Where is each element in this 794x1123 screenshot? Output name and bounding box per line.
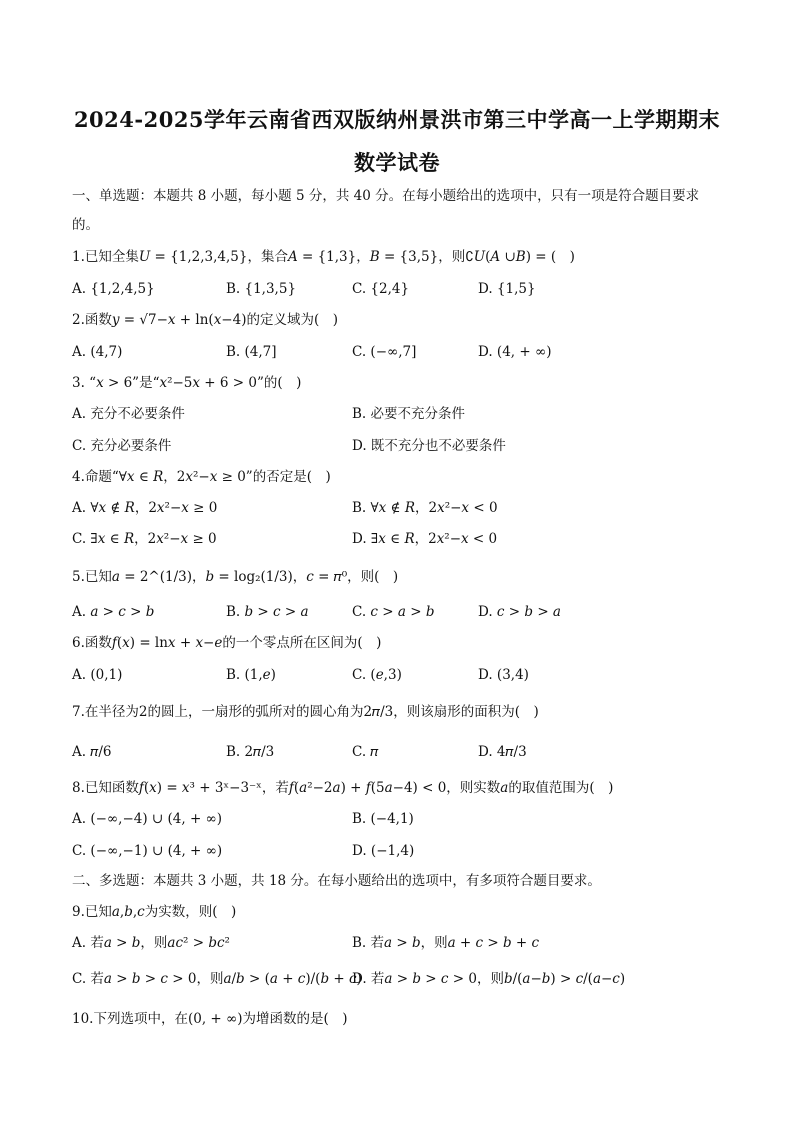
question-4-stem: 4.命题“∀𝑥 ∈ 𝑅，2𝑥²−𝑥 ≥ 0”的否定是( ) [72,469,331,485]
question-6-option-d: D. (3,4) [478,667,529,683]
question-2-option-d: D. (4, + ∞) [478,344,552,360]
question-4-option-a: A. ∀𝑥 ∉ 𝑅，2𝑥²−𝑥 ≥ 0 [72,500,218,516]
question-6-option-a: A. (0,1) [72,667,123,683]
question-8-option-d: D. (−1,4) [352,843,415,859]
question-9-option-b: B. 若𝑎 > 𝑏，则𝑎 + 𝑐 > 𝑏 + 𝑐 [352,935,540,951]
question-2-stem: 2.函数𝑦 = √7−𝑥 + ln(𝑥−4)的定义域为( ) [72,312,339,328]
question-4-option-d: D. ∃𝑥 ∈ 𝑅，2𝑥²−𝑥 < 0 [352,531,498,547]
question-3-option-c: C. 充分必要条件 [72,438,172,454]
question-7-option-b: B. 2𝜋/3 [226,744,275,760]
question-3-option-d: D. 既不充分也不必要条件 [352,438,506,454]
question-3-option-a: A. 充分不必要条件 [72,406,185,422]
question-3-option-b: B. 必要不充分条件 [352,406,466,422]
question-8-option-c: C. (−∞,−1) ∪ (4, + ∞) [72,843,223,859]
question-7-stem: 7.在半径为2的圆上，一扇形的弧所对的圆心角为2𝜋/3，则该扇形的面积为( ) [72,704,539,720]
question-7-option-d: D. 4𝜋/3 [478,744,527,760]
question-6-option-b: B. (1,𝑒) [226,667,276,683]
question-5-option-d: D. 𝑐 > 𝑏 > 𝑎 [478,604,561,620]
question-9-stem: 9.已知𝑎,𝑏,𝑐为实数，则( ) [72,904,237,920]
question-3-stem: 3. “𝑥 > 6”是“𝑥²−5𝑥 + 6 > 0”的( ) [72,375,302,391]
question-6-option-c: C. (𝑒,3) [352,667,402,683]
question-2-option-a: A. (4,7) [72,344,123,360]
question-9-option-d: D. 若𝑎 > 𝑏 > 𝑐 > 0，则𝑏/(𝑎−𝑏) > 𝑐/(𝑎−𝑐) [352,971,626,987]
question-5-stem: 5.已知𝑎 = 2^(1/3)，𝑏 = log₂(1/3)，𝑐 = 𝜋⁰，则( ) [72,569,399,585]
exam-subtitle: 数学试卷 [354,150,440,175]
question-1-option-a: A. {1,2,4,5} [72,281,155,297]
section-1-heading-cont: 的。 [72,217,99,233]
question-4-option-b: B. ∀𝑥 ∉ 𝑅，2𝑥²−𝑥 < 0 [352,500,498,516]
question-4-option-c: C. ∃𝑥 ∈ 𝑅，2𝑥²−𝑥 ≥ 0 [72,531,217,547]
question-9-option-a: A. 若𝑎 > 𝑏，则𝑎𝑐² > 𝑏𝑐² [72,935,230,951]
question-7-option-a: A. 𝜋/6 [72,744,112,760]
question-2-option-c: C. (−∞,7] [352,344,417,360]
section-2-heading: 二、多选题：本题共 3 小题，共 18 分。在每小题给出的选项中，有多项符合题目要求。 [72,873,601,889]
exam-title: 2024-2025学年云南省西双版纳州景洪市第三中学高一上学期期末 [73,107,721,132]
question-5-option-c: C. 𝑐 > 𝑎 > 𝑏 [352,604,435,620]
question-8-stem: 8.已知函数𝑓(𝑥) = 𝑥³ + 3ˣ−3⁻ˣ，若𝑓(𝑎²−2𝑎) + 𝑓(5𝑎−4) < 0，则实数𝑎的取值范围为( ) [72,780,614,796]
question-5-option-b: B. 𝑏 > 𝑐 > 𝑎 [226,604,309,620]
question-7-option-c: C. 𝜋 [352,744,379,760]
question-1-option-c: C. {2,4} [352,281,410,297]
question-5-option-a: A. 𝑎 > 𝑐 > 𝑏 [72,604,155,620]
question-1-option-b: B. {1,3,5} [226,281,297,297]
question-8-option-b: B. (−4,1) [352,811,414,827]
question-6-stem: 6.函数𝑓(𝑥) = ln𝑥 + 𝑥−𝑒的一个零点所在区间为( ) [72,635,382,651]
question-10-stem: 10.下列选项中，在(0, + ∞)为增函数的是( ) [72,1011,348,1027]
question-9-option-c: C. 若𝑎 > 𝑏 > 𝑐 > 0，则𝑎/𝑏 > (𝑎 + 𝑐)/(𝑏 + 𝑐) [72,971,362,987]
question-1-stem: 1.已知全集𝑈 = {1,2,3,4,5}，集合𝐴 = {1,3}，𝐵 = {3,5}，则∁𝑈(𝐴 ∪𝐵) = ( ) [72,249,575,265]
question-1-option-d: D. {1,5} [478,281,536,297]
question-2-option-b: B. (4,7] [226,344,277,360]
question-8-option-a: A. (−∞,−4) ∪ (4, + ∞) [72,811,223,827]
section-1-heading: 一、单选题：本题共 8 小题，每小题 5 分，共 40 分。在每小题给出的选项中，只有一项是符合题目要求 [72,188,700,204]
